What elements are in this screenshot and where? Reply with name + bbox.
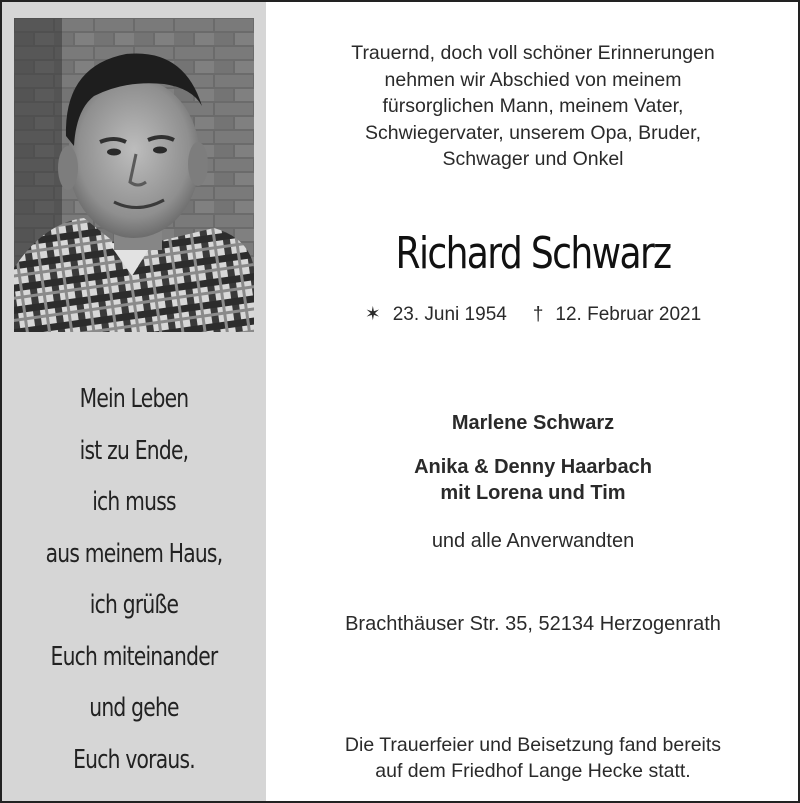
birth-date: 23. Juni 1954: [392, 304, 507, 325]
death-cross-icon: †: [532, 304, 544, 325]
left-panel: [2, 2, 266, 801]
intro-text: [268, 40, 798, 173]
poem: [31, 374, 237, 786]
funeral-notice: [268, 732, 798, 784]
main-content: [268, 2, 798, 801]
birth-star-icon: ✶: [364, 304, 381, 325]
notice-line: auf dem Friedhof Lange Hecke statt.: [375, 760, 691, 782]
intro-line: fürsorglichen Mann, meinem Vater,: [382, 95, 684, 117]
portrait-photo: [14, 18, 254, 332]
life-dates: [268, 303, 798, 326]
notice-line: Die Trauerfeier und Beisetzung fand bereits: [344, 734, 722, 756]
deceased-name: Richard Schwarz: [395, 228, 671, 279]
poem-line: Euch miteinander: [50, 641, 218, 672]
intro-line: Schwager und Onkel: [442, 148, 624, 170]
mourner-relatives: und alle Anverwandten: [431, 530, 635, 552]
intro-line: Schwiegervater, unserem Opa, Bruder,: [364, 121, 701, 144]
poem-line: und gehe: [89, 693, 179, 723]
poem-line: ich muss: [92, 487, 176, 517]
intro-line: nehmen wir Abschied von meinem: [384, 68, 682, 91]
mourner-spouse: Marlene Schwarz: [451, 412, 615, 434]
death-date: 12. Februar 2021: [555, 304, 702, 325]
intro-line: Trauernd, doch voll schöner Erinnerungen: [351, 42, 715, 64]
mourner-children-line: Anika & Denny Haarbach: [414, 456, 652, 478]
poem-line: ich grüße: [89, 590, 179, 620]
poem-line: Mein Leben: [79, 384, 189, 414]
portrait-image: [14, 18, 254, 332]
address: Brachthäuser Str. 35, 52134 Herzogenrath: [345, 613, 721, 635]
poem-line: Euch voraus.: [73, 744, 195, 775]
mourner-children: [268, 454, 798, 506]
poem-line: ist zu Ende,: [79, 435, 189, 466]
poem-line: aus meinem Haus,: [45, 538, 223, 569]
mourner-grandchildren-line: mit Lorena und Tim: [440, 482, 626, 504]
